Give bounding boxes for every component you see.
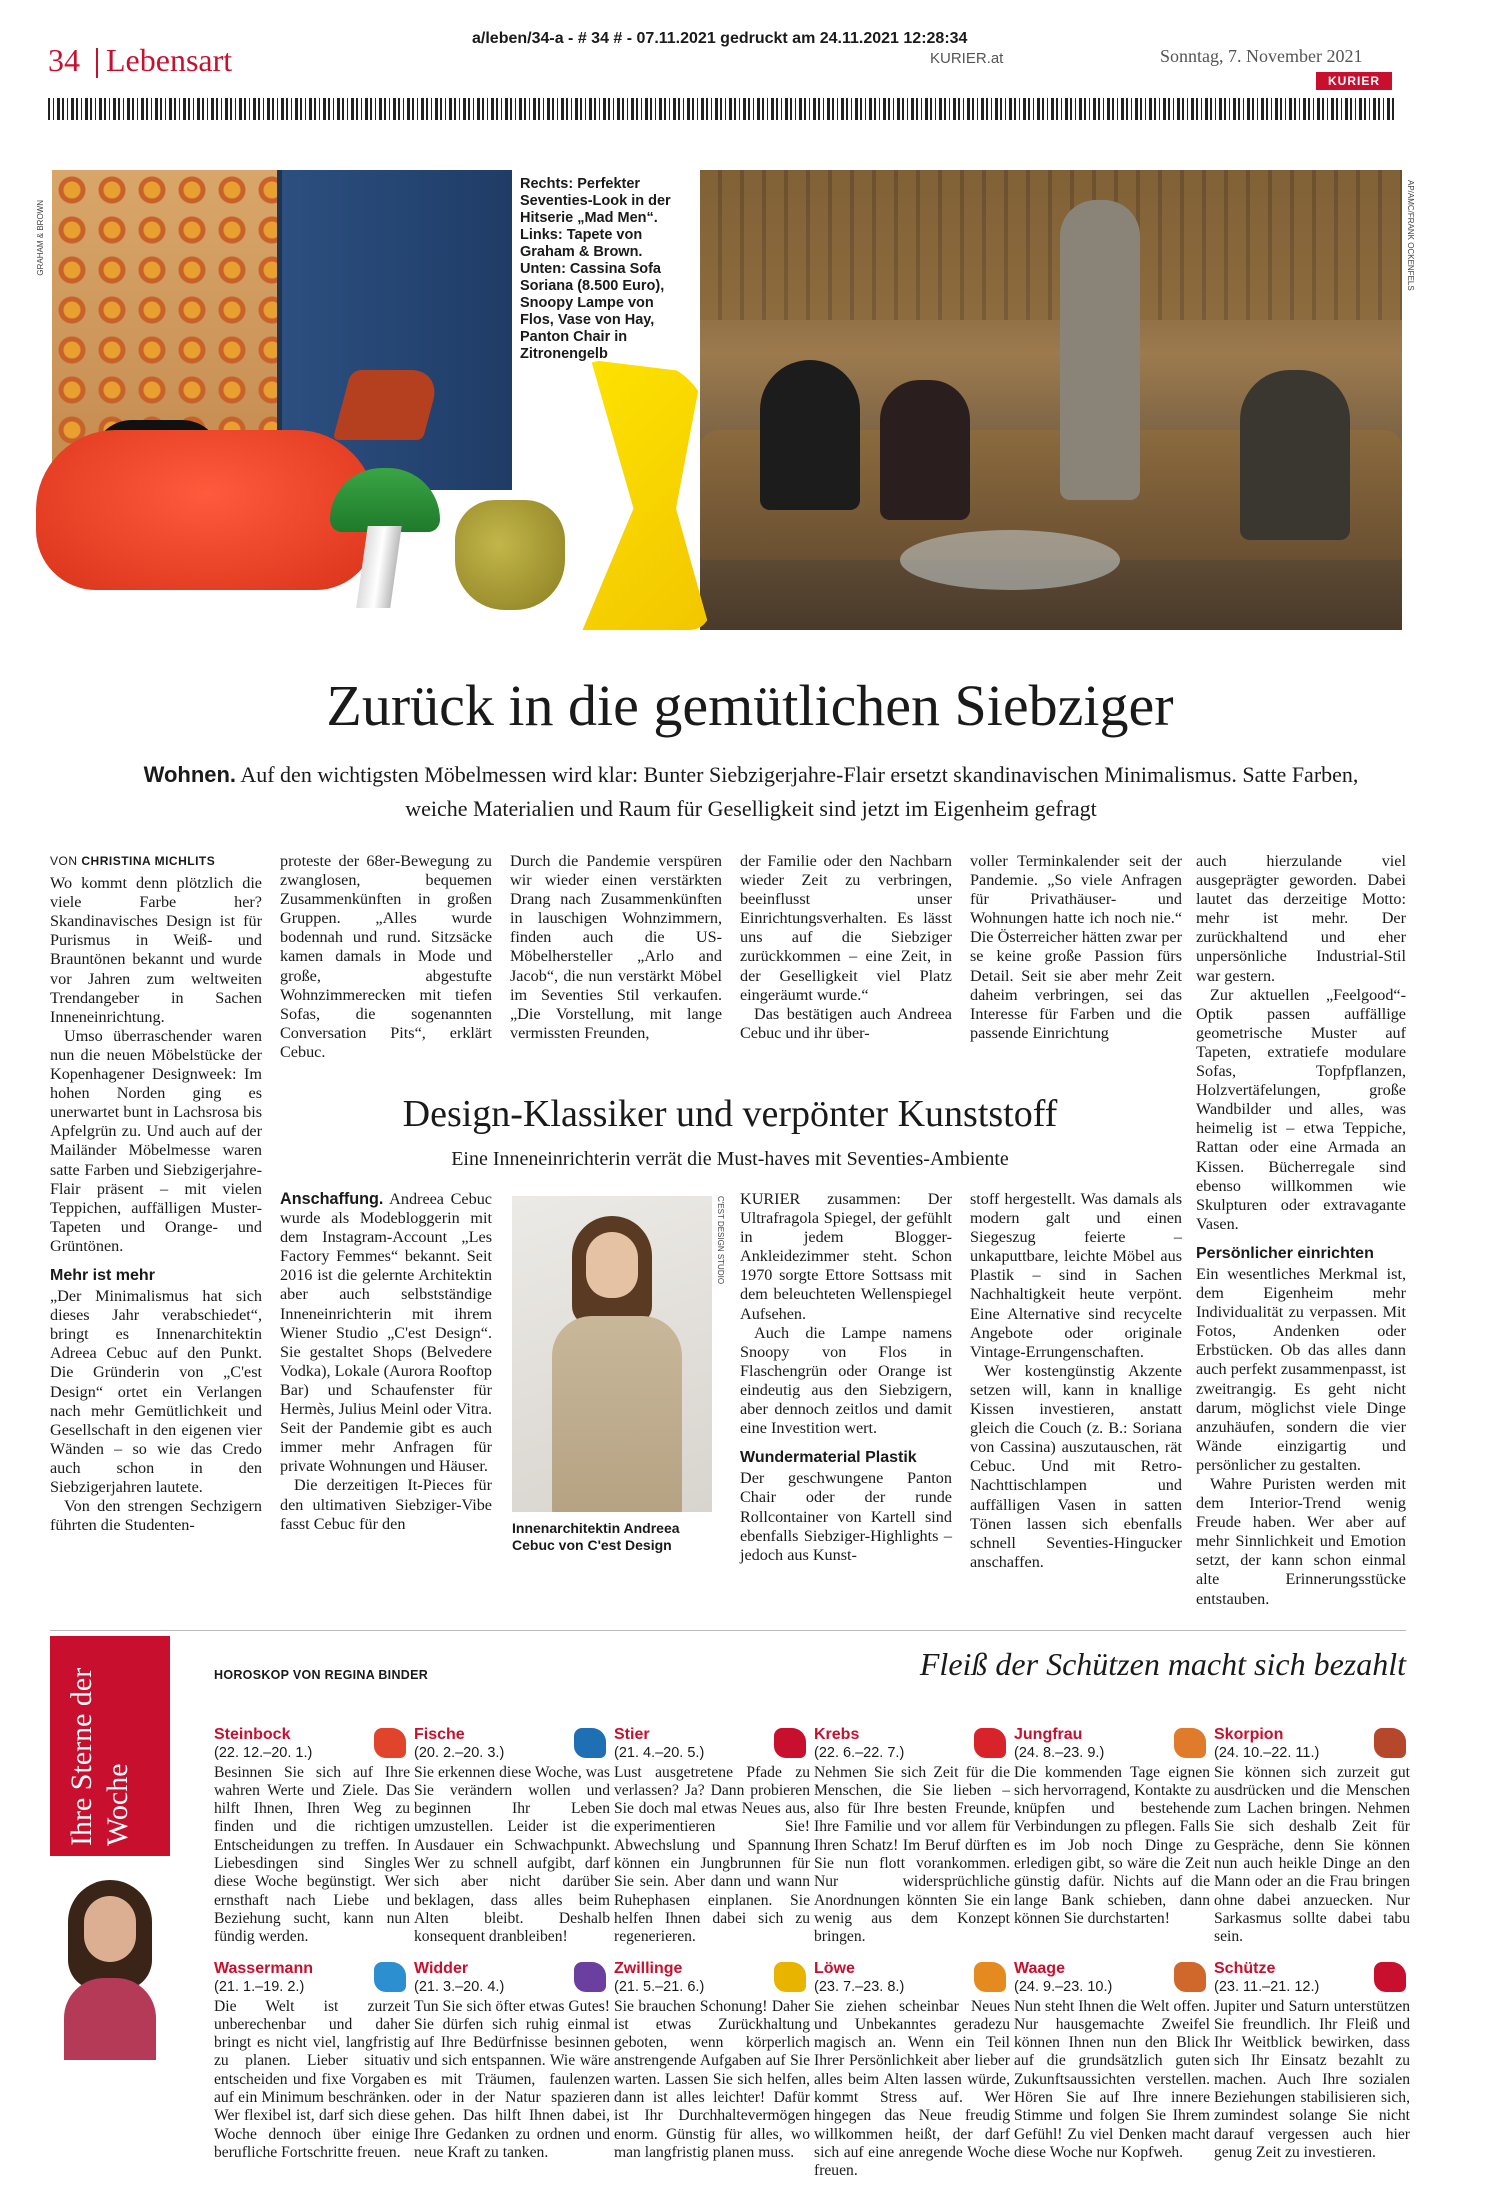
horoscope-text: Lust ausgetretene Pfade zu verlassen? Ja? Dann probieren Sie doch mal etwas Neues aus, experimentieren Sie! Abwechslung und Spannung können ein Jungbrunnen für Sie sein. Aber dann und wann Ruhephasen einplanen. Sie helfen Ihnen dabei sich zu regenerieren. — [614, 1763, 810, 1946]
olive-vase — [455, 500, 565, 610]
paragraph: Ein wesentliches Merkmal ist, dem Eigenheim mehr Individualität zu verpassen. Mit Fotos, Andenken oder Erbstücken. Ob das alles dann auch perfekt zusammenpasst, ist zweitrangig. Es geht nicht darum, möglichst viele Dinge anzuhäufen, sondern die vier Wände einzigartig und persönlicher zu gestalten. — [1196, 1264, 1406, 1474]
sign-dates: (21. 1.–19. 2.) — [214, 1979, 305, 1996]
horoscope-text: Besinnen Sie sich auf Ihre wahren Werte und Ziele. Das hilft Ihnen, Ihren Weg zu finden und die richtigen Entscheidungen zu treffen. In Liebesdingen sind Singles diese Woche begünstigt. Wer ernsthaft nach Liebe und Beziehung sucht, kann nun fündig werden. — [214, 1763, 410, 1946]
horoscope-text: Sie können sich zurzeit gut ausdrücken und die Menschen zum Lachen bringen. Nehmen Sie sich deshalb Zeit für Gespräche, denn Sie können nun auch heikle Dinge an den Mann oder an die Frau bringen ohne dabei anzuecken. Nur Sarkasmus sollte dabei tabu sein. — [1214, 1763, 1410, 1946]
dress — [552, 1316, 682, 1512]
paragraph: auch hierzulande viel ausgeprägter geworden. Dabei lautet das derzeitige Motto: mehr ist mehr. Der zurückhaltend und eher unpersönliche Industrial-Stil war gestern. — [1196, 852, 1406, 985]
sign-dates: (24. 10.–22. 11.) — [1214, 1745, 1320, 1762]
sign-name: Fische — [414, 1726, 465, 1743]
sign-dates: (24. 9.–23. 10.) — [1014, 1979, 1113, 1996]
paragraph: Wahre Puristen werden mit dem Interior-Trend wenig Freude haben. Wer aber auf mehr Sinnlichkeit und Emotion setzt, der kann schon einmal alte Erinnerungsstücke entstauben. — [1196, 1475, 1406, 1608]
horoscope-byline: HOROSKOP VON REGINA BINDER — [214, 1668, 429, 1682]
main-subhead — [136, 758, 1366, 826]
horoscope-entry-capricorn — [214, 1726, 410, 1947]
kurier-logo: KURIER — [1316, 72, 1392, 90]
article-col-6 — [1196, 852, 1406, 1609]
subheading: Mehr ist mehr — [50, 1266, 155, 1284]
paragraph: voller Terminkalender seit der Pandemie. „So viele Anfragen für Privathäuser- und Wohnungen hatte ich noch nie.“ Die Österreicher hätten zwar per se keine große Passion fürs Detail. Seit sie aber mehr Zeit daheim verbringen, sei das Interesse für Farben und die passende Einrichtung — [970, 852, 1182, 1042]
article-col-1 — [50, 852, 262, 1535]
virgo-icon — [1174, 1728, 1206, 1758]
horoscope-text: Sie erkennen diese Woche, was Sie verändern wollen und beginnen Ihr Leben umzustellen. Leider ist die Ausdauer ein Schwachpunkt. Wer zu schnell aufgibt, darf sich aber nicht darüber beklagen, dass alles beim Alten bleibt. Deshalb konsequent dranbleiben! — [414, 1763, 610, 1946]
horoscope-text: Die kommenden Tage eignen sich hervorragend, Kontakte zu knüpfen und bestehende Verbindungen zu pflegen. Falls es im Job noch Dinge zu erledigen gibt, so wäre die Zeit günstig dafür. Nichts auf die lange Bank schieben, dann können Sie durchstarten! — [1014, 1763, 1210, 1927]
horoscope-entry-libra — [1014, 1960, 1210, 2162]
horoscope-text: Nehmen Sie sich Zeit für die Menschen, die Sie lieben – also für Ihre besten Freunde, Ihre Familie und vor allem für Ihren Schatz! Im Beruf dürften Sie nun flott vorankommen. Nur widersprüchliche Anordnungen könnten Sie ein wenig aus dem Konzept bringen. — [814, 1763, 1010, 1946]
capricorn-icon — [374, 1728, 406, 1758]
libra-icon — [1174, 1962, 1206, 1992]
sign-name: Löwe — [814, 1960, 855, 1977]
article-col-4 — [740, 852, 952, 1043]
sign-dates: (22. 12.–20. 1.) — [214, 1745, 313, 1762]
horoscope-text: Jupiter und Saturn unterstützen Sie freundlich. Ihr Fleiß und Ihr Weitblick bewirken, dass sich Ihr Einsatz bezahlt zu machen. Auch Ihre sozialen Beziehungen stabilisieren sich, zumindest solange Sie nicht darauf vergessen auch hier genug Zeit zu investieren. — [1214, 1997, 1410, 2161]
sign-dates: (21. 4.–20. 5.) — [614, 1745, 705, 1762]
horoscope-text: Die Welt ist zurzeit unberechenbar und daher bringt es nicht viel, langfristig zu planen. Lieber situativ entscheiden und fixe Vorgaben auf ein Minimum beschränken. Wer flexibel ist, darf sich diese Woche dennoch über einige berufliche Fortschritte freuen. — [214, 1997, 410, 2161]
sign-dates: (24. 8.–23. 9.) — [1014, 1745, 1105, 1762]
sign-name: Waage — [1014, 1960, 1065, 1977]
sign-name: Wassermann — [214, 1960, 313, 1977]
person-right — [1240, 370, 1350, 540]
horoscope-divider — [50, 1630, 1406, 1631]
horoscope-text: Nun steht Ihnen die Welt offen. Nur hausgemachte Zweifel können Ihnen nun den Blick auf die grundsätzlich guten Zukunftsaussichten verstellen. Hören Sie auf Ihre innere Stimme und folgen Sie Ihrem Gefühl! Zu viel Denken macht diese Woche nur Kopfweh. — [1014, 1997, 1210, 2161]
issue-date: Sonntag, 7. November 2021 — [1160, 46, 1363, 66]
gemini-icon — [774, 1962, 806, 1992]
sagittarius-icon — [1374, 1962, 1406, 1992]
horoscope-text: Sie brauchen Schonung! Daher ist etwas Zurückhaltung geboten, wenn körperlich anstrengende Aufgaben auf Sie warten. Lassen Sie sich helfen, dann ist alles leichter! Dafür ist Ihr Durchhaltevermögen enorm. Günstig für alles, wo man langfristig planen muss. — [614, 1997, 810, 2161]
sign-dates: (21. 5.–21. 6.) — [614, 1979, 705, 1996]
paragraph: KURIER zusammen: Der Ultrafragola Spiegel, der gefühlt in jedem Blogger-Ankleidezimmer steht. Schon 1970 sorgte Ettore Sottsass mit dem beleuchteten Wellenspiegel Aufsehen. — [740, 1190, 952, 1323]
person-standing — [1060, 200, 1140, 500]
scorpio-icon — [1374, 1728, 1406, 1758]
paragraph: Von den strengen Sechzigern führten die Studenten- — [50, 1497, 262, 1535]
header-barcode — [48, 98, 1396, 120]
sidebar-col-4 — [970, 1190, 1182, 1572]
paragraph: Umso überraschender waren nun die neuen Möbelstücke der Kopenhagener Designweek: Im hohen Norden ging es unerwartet bunt in Lachsrosa bis Apfelgrün zu. Und auch auf der Mailänder Möbelmesse waren satte Farben und Siebzigerjahre-Flair präsent – mit vielen Teppichen, auffälligen Muster-Tapeten und Orange- und Grüntönen. — [50, 1026, 262, 1255]
sidebar-subhead: Eine Inneneinrichterin verrät die Must-haves mit Seventies-Ambiente — [451, 1148, 1009, 1170]
cancer-icon — [974, 1728, 1006, 1758]
horoscope-entry-scorpio — [1214, 1726, 1410, 1947]
sign-dates: (22. 6.–22. 7.) — [814, 1745, 905, 1762]
print-info: a/leben/34-a - # 34 # - 07.11.2021 gedruckt am 24.11.2021 12:28:34 — [472, 30, 968, 47]
article-col-5 — [970, 852, 1182, 1043]
paragraph: Auch die Lampe namens Snoopy von Flos in Flaschengrün oder Orange ist eindeutig aus den Siebzigern, aber dennoch zeitlos und damit eine Investition wert. — [740, 1323, 952, 1438]
byline: VON CHRISTINA MICHLITS — [50, 854, 216, 868]
article-col-3 — [510, 852, 722, 1043]
sign-dates: (23. 7.–23. 8.) — [814, 1979, 905, 1996]
paragraph: Zur aktuellen „Feelgood“-Optik passen auffällige geometrische Muster auf Tapeten, extratiefe modulare Sofas, Topfpflanzen, Holzvertäfelungen, große Wandbilder und alles, was heimelig ist – etwa Teppiche, Rattan oder eine Armada an Kissen. Bücherregale sind ebenso willkommen wie Skulpturen oder extravagante Vasen. — [1196, 985, 1406, 1233]
main-headline: Zurück in die gemütlichen Siebziger — [326, 673, 1174, 738]
top — [64, 1978, 156, 2060]
sidebar-col-3 — [740, 1190, 952, 1565]
site-name: KURIER.at — [930, 50, 1004, 67]
horoscope-entry-aquarius — [214, 1960, 410, 2162]
sign-name: Skorpion — [1214, 1726, 1284, 1743]
portrait-credit: C'EST DESIGN STUDIO — [716, 1196, 725, 1285]
header-divider — [96, 48, 98, 78]
portrait-photo — [512, 1196, 712, 1512]
horoscope-entry-gemini — [614, 1960, 810, 2162]
yellow-chair — [540, 360, 710, 630]
lounge-chair — [333, 370, 442, 440]
horoscope-entry-leo — [814, 1960, 1010, 2181]
sign-name: Steinbock — [214, 1726, 291, 1743]
photo-credit-right: AP/AMC/FRANK OCKENFELS — [1406, 180, 1415, 291]
sign-name: Stier — [614, 1726, 650, 1743]
paragraph: der Familie oder den Nachbarn wieder Zeit zu verbringen, beeinflusst unser Einrichtungsverhalten. Es lässt uns auf die Siebziger zurückkommen – eine Zeit, in der Geselligkeit viel Platz eingeräumt wurde.“ — [740, 852, 952, 1004]
face — [586, 1232, 638, 1298]
article-col-2 — [280, 852, 492, 1062]
paragraph: „Der Minimalismus hat sich dieses Jahr verabschiedet“, bringt es Innenarchitektin Adreea Cebuc auf den Punkt. Die Gründerin von „C'est Design“ ortet ein Verlangen nach mehr Gemütlichkeit und Gesellschaft in den eigenen vier Wänden – so wie das Credo auch schon in den Siebzigerjahren lautete. — [50, 1287, 262, 1496]
sign-name: Schütze — [1214, 1960, 1276, 1977]
subheading: Wundermaterial Plastik — [740, 1449, 917, 1467]
sidebar-col-1 — [280, 1190, 492, 1534]
horoscope-entry-taurus — [614, 1726, 810, 1947]
sidebar-headline: Design-Klassiker und verpönter Kunststoff — [402, 1093, 1058, 1135]
horoscope-text: Tun Sie sich öfter etwas Gutes! Sie dürfen sich ruhig einmal auf Ihre Bedürfnisse besinnen und sich entspannen. Wie wäre es mit Träumen, faulenzen oder in der Natur spazieren gehen. Das hilft Ihnen dabei, Ihre Gedanken zu ordnen und neue Kraft zu tanken. — [414, 1997, 610, 2161]
lead-word: Anschaffung. — [280, 1190, 384, 1208]
section-title: Lebensart — [106, 42, 233, 78]
sign-name: Zwillinge — [614, 1960, 683, 1977]
portrait-caption: Innenarchitektin Andreea Cebuc von C'est Design — [512, 1520, 680, 1553]
photo-credit-left: GRAHAM & BROWN — [36, 200, 45, 276]
taurus-icon — [774, 1728, 806, 1758]
photo-caption-top: Rechts: Perfekter Seventies-Look in der Hitserie „Mad Men“. Links: Tapete von Graham & Brown. Unten: Cassina Sofa Soriana (8.500 Euro), Snoopy Lampe von Flos, Vase von Hay, Panton Chair in Zitronengelb — [520, 176, 671, 362]
paragraph: Durch die Pandemie verspüren wir wieder einen verstärkten Drang nach Zusammenkünften in lauschigen Wohnzimmern, finden auch die US-Möbelhersteller „Arlo and Jacob“, die nun verstärkt Möbel im Seventies Stil verkaufen. „Die Vorstellung, mit lange vermissten Freunden, — [510, 852, 722, 1042]
paragraph: stoff hergestellt. Was damals als modern galt und einen Siegeszug feierte – unkaputtbare, leichte Möbel aus Plastik – sind in Sachen Nachhaltigkeit heute verpönt. Eine Alternative sind recycelte Angebote oder originale Vintage-Errungenschaften. — [970, 1190, 1182, 1361]
paragraph: Die derzeitigen It-Pieces für den ultimativen Siebziger-Vibe fasst Cebuc für den — [280, 1476, 492, 1533]
sign-name: Krebs — [814, 1726, 860, 1743]
subhead-text: Auf den wichtigsten Möbelmessen wird klar: Bunter Siebzigerjahre-Flair ersetzt skandinavischen Minimalismus. Satte Farben, weiche Materialien und Raum für Geselligkeit sind jetzt im Eigenheim gefragt — [240, 762, 1359, 821]
red-sofa — [36, 430, 376, 590]
subhead-label: Wohnen. — [143, 762, 237, 787]
horoscope-headline: Fleiß der Schützen macht sich bezahlt — [919, 1646, 1406, 1682]
astrologer-portrait — [50, 1860, 170, 2060]
paragraph: Das bestätigen auch Andreea Cebuc und ihr über- — [740, 1004, 952, 1042]
horoscope-entry-virgo — [1014, 1726, 1210, 1928]
paragraph: Anschaffung. Andreea Cebuc wurde als Modebloggerin mit dem Instagram-Account „Les Factory Femmes“ bekannt. Seit 2016 ist die gelernte Architektin aber auch selbstständige Inneneinrichterin mit ihrem Wiener Studio „C'est Design“. Sie gestaltet Shops (Belvedere Vodka), Lokale (Aurora Rooftop Bar) und Schaufenster für Hermès, Julius Meinl oder Vitra. Seit der Pandemie gibt es auch immer mehr Anfragen für private Wohnungen und Häuser. — [280, 1190, 492, 1476]
sign-dates: (20. 2.–20. 3.) — [414, 1745, 505, 1762]
sign-name: Jungfrau — [1014, 1726, 1083, 1743]
paragraph: Der geschwungene Panton Chair oder der runde Rollcontainer von Kartell sind ebenfalls Siebziger-Highlights – jedoch aus Kunst- — [740, 1469, 952, 1564]
face — [84, 1896, 136, 1962]
aquarius-icon — [374, 1962, 406, 1992]
horoscope-entry-aries — [414, 1960, 610, 2162]
mad-men-photo — [700, 170, 1402, 630]
horoscope-entry-cancer — [814, 1726, 1010, 1947]
page-number: 34 — [48, 42, 80, 78]
leo-icon — [974, 1962, 1006, 1992]
paragraph: proteste der 68er-Bewegung zu zwanglosen, bequemen Zusammenkünften in großen Gruppen. „Alles wurde bodennah und rund. Sitzsäcke kamen damals in Mode und große, abgestufte Wohnzimmerecken mit tiefen Sofas, die sogenannten Conversation Pits“, erklärt Cebuc. — [280, 852, 492, 1061]
horoscope-text: Sie ziehen scheinbar Neues und Unbekanntes geradezu magisch an. Wenn ein Teil Ihrer Persönlichkeit aber lieber alles beim Alten lassen würde, kommt Stress auf. Wer hingegen das Neue freudig willkommen heißt, der darf sich auf eine anregende Woche freuen. — [814, 1997, 1010, 2180]
person-center — [880, 380, 970, 520]
person-left — [760, 360, 860, 510]
paragraph: Wo kommt denn plötzlich die viele Farbe her? Skandinavisches Design ist für Purismus in Weiß- und Brauntönen bekannt und wurde vor Jahren zum weltweiten Trendangeber in Sachen Inneneinrichtung. — [50, 874, 262, 1026]
horoscope-entry-sagittarius — [1214, 1960, 1410, 2162]
subheading: Persönlicher einrichten — [1196, 1244, 1374, 1262]
sign-dates: (21. 3.–20. 4.) — [414, 1979, 505, 1996]
pisces-icon — [574, 1728, 606, 1758]
sign-dates: (23. 11.–21. 12.) — [1214, 1979, 1320, 1996]
sign-name: Widder — [414, 1960, 469, 1977]
horoscope-entry-pisces — [414, 1726, 610, 1947]
coffee-table — [900, 530, 1120, 590]
wall-pattern — [700, 170, 1402, 320]
aries-icon — [574, 1962, 606, 1992]
horoscope-label: Ihre Sterne der Woche — [65, 1667, 134, 1846]
paragraph: Wer kostengünstig Akzente setzen will, kann in knallige Kissen investieren, anstatt gleich die Couch (z. B.: Soriana von Cassina) auszutauschen, rät Cebuc. Und mit Retro-Nachttischlampen und auffälligen Vasen in satten Tönen lassen sich ebenfalls schnell Seventies-Hingucker anschaffen. — [970, 1361, 1182, 1571]
